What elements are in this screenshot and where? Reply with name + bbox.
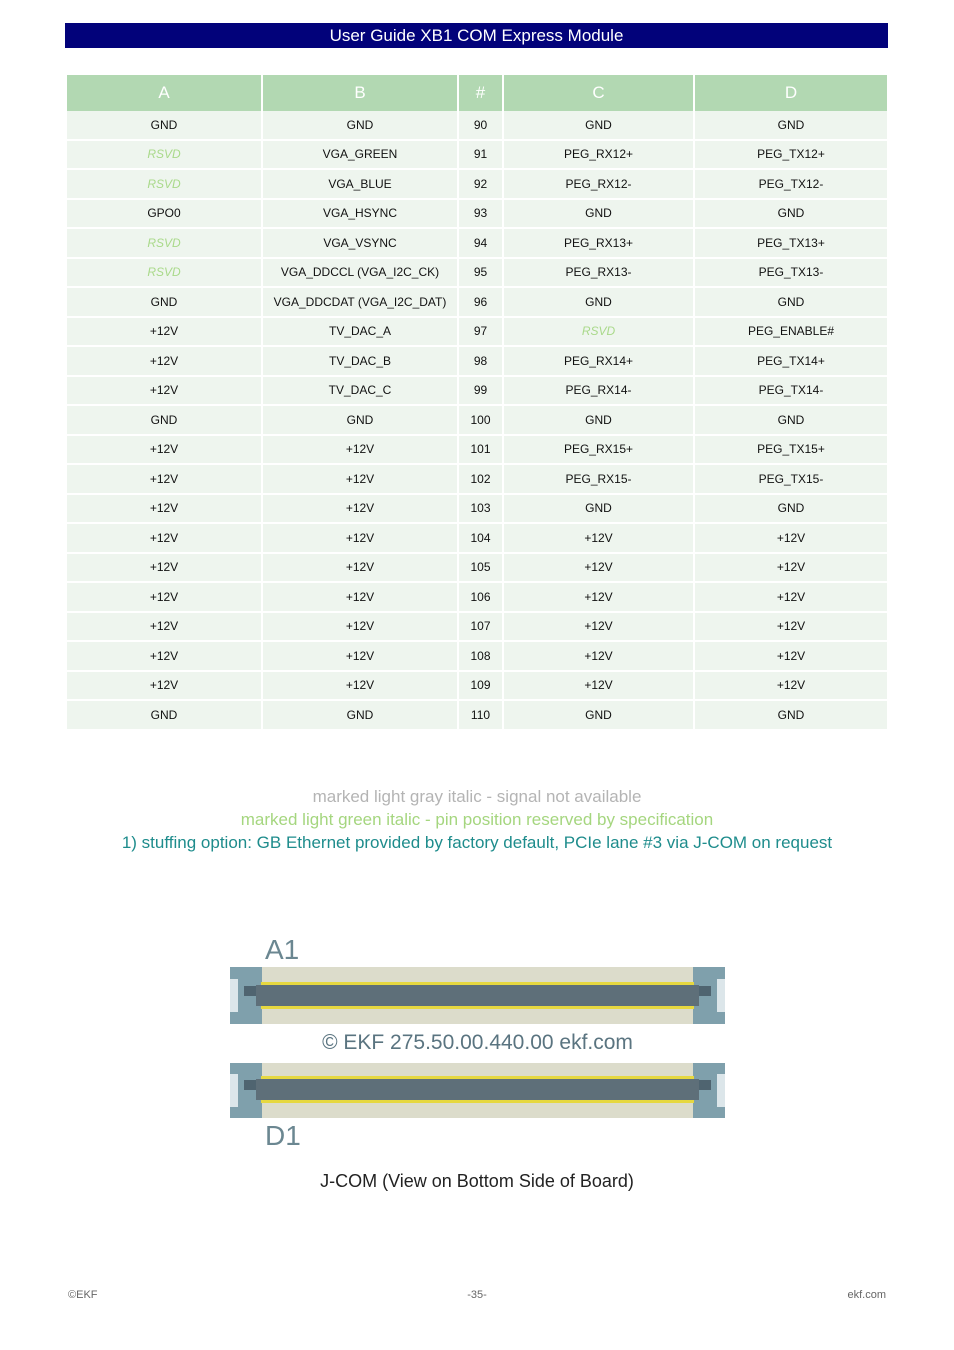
table-cell-b: +12V <box>262 523 458 553</box>
table-cell-c: PEG_RX12- <box>503 169 694 199</box>
table-cell-b: +12V <box>262 612 458 642</box>
column-header-b: B <box>262 75 458 111</box>
table-cell-a: +12V <box>67 435 262 465</box>
column-header-pin-number: # <box>458 75 503 111</box>
table-cell-pin-number: 100 <box>458 405 503 435</box>
column-header-a: A <box>67 75 262 111</box>
table-cell-d: PEG_TX15+ <box>694 435 887 465</box>
table-cell-a: +12V <box>67 612 262 642</box>
table-cell-pin-number: 96 <box>458 287 503 317</box>
table-cell-b: TV_DAC_B <box>262 346 458 376</box>
table-cell-d: GND <box>694 287 887 317</box>
connector-label-a1: A1 <box>265 934 300 965</box>
table-cell-d: +12V <box>694 612 887 642</box>
table-cell-b: TV_DAC_C <box>262 376 458 406</box>
connector-label-d1: D1 <box>265 1120 301 1151</box>
table-cell-b: +12V <box>262 494 458 524</box>
table-cell-pin-number: 110 <box>458 700 503 729</box>
table-row <box>67 405 887 435</box>
table-cell-pin-number: 101 <box>458 435 503 465</box>
table-cell-b: +12V <box>262 553 458 583</box>
table-row <box>67 140 887 170</box>
table-cell-c: RSVD <box>503 317 694 347</box>
table-cell-c: PEG_RX13- <box>503 258 694 288</box>
table-cell-pin-number: 91 <box>458 140 503 170</box>
column-header-c: C <box>503 75 694 111</box>
table-cell-c: PEG_RX15+ <box>503 435 694 465</box>
table-cell-d: PEG_TX12- <box>694 169 887 199</box>
table-cell-d: PEG_TX12+ <box>694 140 887 170</box>
table-cell-d: GND <box>694 111 887 140</box>
table-cell-d: +12V <box>694 671 887 701</box>
connector-caption: J-COM (View on Bottom Side of Board) <box>320 1171 634 1191</box>
table-cell-b: VGA_HSYNC <box>262 199 458 229</box>
table-cell-d: +12V <box>694 582 887 612</box>
table-cell-a: RSVD <box>67 169 262 199</box>
table-cell-pin-number: 95 <box>458 258 503 288</box>
table-cell-a: +12V <box>67 641 262 671</box>
pin-assignment-table <box>67 75 887 729</box>
table-cell-a: RSVD <box>67 258 262 288</box>
table-cell-a: +12V <box>67 553 262 583</box>
table-cell-d: PEG_TX13+ <box>694 228 887 258</box>
table-cell-c: +12V <box>503 612 694 642</box>
table-row <box>67 346 887 376</box>
table-cell-a: +12V <box>67 317 262 347</box>
table-cell-a: +12V <box>67 671 262 701</box>
table-cell-pin-number: 99 <box>458 376 503 406</box>
table-cell-b: +12V <box>262 671 458 701</box>
table-cell-pin-number: 98 <box>458 346 503 376</box>
table-row <box>67 169 887 199</box>
table-row <box>67 376 887 406</box>
table-row <box>67 228 887 258</box>
table-row <box>67 671 887 701</box>
table-cell-a: +12V <box>67 494 262 524</box>
table-cell-c: GND <box>503 199 694 229</box>
table-cell-pin-number: 107 <box>458 612 503 642</box>
table-row <box>67 641 887 671</box>
table-cell-pin-number: 102 <box>458 464 503 494</box>
table-cell-d: PEG_TX14- <box>694 376 887 406</box>
table-cell-pin-number: 108 <box>458 641 503 671</box>
table-row <box>67 435 887 465</box>
table-cell-b: +12V <box>262 435 458 465</box>
table-cell-c: PEG_RX15- <box>503 464 694 494</box>
table-cell-b: VGA_DDCDAT (VGA_I2C_DAT) <box>262 287 458 317</box>
table-cell-d: PEG_TX15- <box>694 464 887 494</box>
footer-copyright: ©EKF <box>68 1289 98 1301</box>
table-cell-c: +12V <box>503 523 694 553</box>
table-cell-pin-number: 105 <box>458 553 503 583</box>
table-cell-d: GND <box>694 700 887 729</box>
table-cell-d: PEG_TX14+ <box>694 346 887 376</box>
table-cell-c: +12V <box>503 553 694 583</box>
table-cell-d: PEG_TX13- <box>694 258 887 288</box>
table-cell-a: RSVD <box>67 228 262 258</box>
table-cell-c: +12V <box>503 641 694 671</box>
table-row <box>67 111 887 140</box>
table-cell-d: PEG_ENABLE# <box>694 317 887 347</box>
table-cell-a: GND <box>67 405 262 435</box>
table-cell-b: VGA_DDCCL (VGA_I2C_CK) <box>262 258 458 288</box>
table-cell-pin-number: 94 <box>458 228 503 258</box>
table-cell-b: GND <box>262 111 458 140</box>
table-row <box>67 464 887 494</box>
page-header-title: User Guide XB1 COM Express Module <box>65 23 888 48</box>
table-cell-pin-number: 93 <box>458 199 503 229</box>
table-cell-pin-number: 103 <box>458 494 503 524</box>
table-row <box>67 494 887 524</box>
table-row <box>67 523 887 553</box>
legend-unavailable: marked light gray italic - signal not available <box>312 787 642 806</box>
table-cell-c: PEG_RX12+ <box>503 140 694 170</box>
table-cell-d: +12V <box>694 553 887 583</box>
table-cell-c: PEG_RX13+ <box>503 228 694 258</box>
legend-stuffing-note: 1) stuffing option: GB Ethernet provided by factory default, PCIe lane #3 via J-COM on request <box>121 833 833 852</box>
table-cell-c: GND <box>503 494 694 524</box>
table-cell-c: GND <box>503 287 694 317</box>
table-cell-c: GND <box>503 111 694 140</box>
table-cell-d: GND <box>694 199 887 229</box>
table-cell-a: +12V <box>67 523 262 553</box>
table-row <box>67 199 887 229</box>
table-cell-pin-number: 104 <box>458 523 503 553</box>
table-cell-a: RSVD <box>67 140 262 170</box>
table-body <box>67 111 887 729</box>
table-cell-pin-number: 92 <box>458 169 503 199</box>
table-cell-a: GND <box>67 700 262 729</box>
table-cell-pin-number: 106 <box>458 582 503 612</box>
table-row <box>67 612 887 642</box>
table-cell-a: +12V <box>67 582 262 612</box>
footer-page-number: -35- <box>467 1289 487 1301</box>
table-header-row <box>67 75 887 111</box>
table-cell-b: TV_DAC_A <box>262 317 458 347</box>
table-cell-pin-number: 90 <box>458 111 503 140</box>
table-cell-d: +12V <box>694 641 887 671</box>
table-cell-pin-number: 97 <box>458 317 503 347</box>
table-cell-a: +12V <box>67 464 262 494</box>
table-cell-c: GND <box>503 700 694 729</box>
table-cell-b: +12V <box>262 582 458 612</box>
table-cell-a: GND <box>67 287 262 317</box>
table-row <box>67 553 887 583</box>
table-cell-a: +12V <box>67 376 262 406</box>
table-row <box>67 582 887 612</box>
table-cell-b: GND <box>262 700 458 729</box>
table-cell-c: +12V <box>503 582 694 612</box>
table-cell-c: +12V <box>503 671 694 701</box>
footer-website: ekf.com <box>847 1289 886 1301</box>
legend-reserved: marked light green italic - pin position reserved by specification <box>240 810 714 829</box>
table-cell-b: VGA_BLUE <box>262 169 458 199</box>
column-header-d: D <box>694 75 887 111</box>
connector-top-row-illustration <box>230 967 725 1024</box>
table-cell-a: GND <box>67 111 262 140</box>
table-row <box>67 287 887 317</box>
table-cell-d: GND <box>694 494 887 524</box>
table-row <box>67 317 887 347</box>
table-cell-b: VGA_GREEN <box>262 140 458 170</box>
table-cell-a: +12V <box>67 346 262 376</box>
table-cell-pin-number: 109 <box>458 671 503 701</box>
table-cell-d: GND <box>694 405 887 435</box>
table-cell-b: VGA_VSYNC <box>262 228 458 258</box>
table-cell-c: GND <box>503 405 694 435</box>
table-cell-c: PEG_RX14+ <box>503 346 694 376</box>
table-cell-d: +12V <box>694 523 887 553</box>
table-row <box>67 258 887 288</box>
table-cell-a: GPO0 <box>67 199 262 229</box>
table-cell-b: +12V <box>262 464 458 494</box>
table-row <box>67 700 887 729</box>
table-cell-b: GND <box>262 405 458 435</box>
connector-imprint: © EKF 275.50.00.440.00 ekf.com <box>322 1031 633 1054</box>
table-cell-c: PEG_RX14- <box>503 376 694 406</box>
table-cell-b: +12V <box>262 641 458 671</box>
connector-bottom-row-illustration <box>230 1063 725 1118</box>
